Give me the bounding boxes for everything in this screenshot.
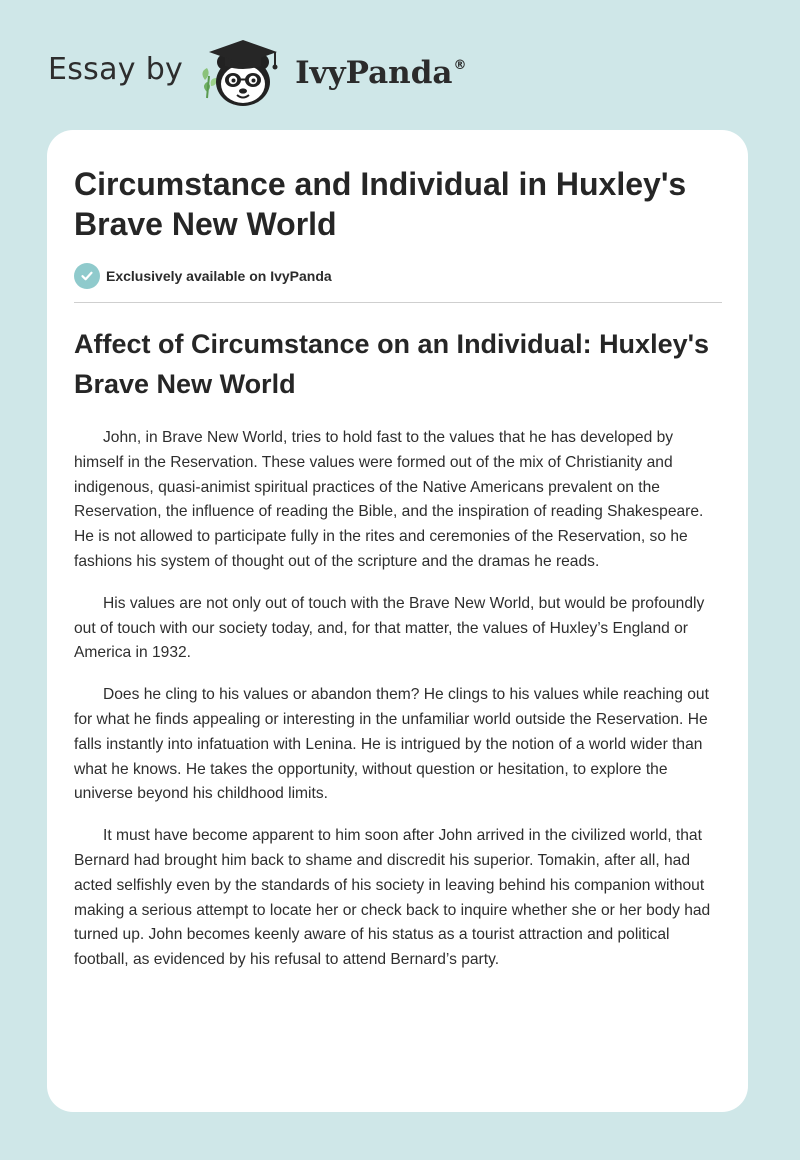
brand-header	[48, 36, 467, 108]
paragraph: It must have become apparent to him soon after John arrived in the civilized world, that Bernard had brought him back to shame and discredit his superior. Tomakin, after all, had acted selfishly even by the standards of his society in leaving behind his companion without making a serious attempt to locate her or check back to inquire whether she or her body had turned up. John becomes keenly aware of his status as a tourist attraction and political football, as evidenced by his refusal to attend Bernard’s party.	[74, 827, 711, 969]
paragraph: John, in Brave New World, tries to hold fast to the values that he has developed by himself in the Reservation. These values were formed out of the mix of Christianity and indigenous, quasi-animist spiritual practices of the Native Americans prevalent on the Reservation, the influence of reading the Bible, and the inspiration of reading Shakespeare. He is not allowed to participate fully in the rites and ceremonies of the Reservation, so he fashions his system of thought out of the scripture and the dramas he reads.	[74, 429, 704, 570]
paragraph: His values are not only out of touch with the Brave New World, but would be profoundly out of touch with our society today, and, for that matter, the values of Huxley’s England or America in 1932.	[74, 594, 705, 662]
paragraph: Does he cling to his values or abandon them? He clings to his values while reaching out for what he finds appealing or interesting in the unfamiliar world outside the Reservation. He falls instantly into infatuation with Lenina. He is intrigued by the notion of a world wider than what he knows. He takes the opportunity, without question or hesitation, to explore the universe beyond his childhood limits.	[74, 686, 709, 803]
section-heading: Affect of Circumstance on an Individual: Huxley's Brave New World	[74, 329, 710, 399]
check-circle-icon	[74, 263, 100, 289]
exclusive-badge	[74, 263, 332, 289]
divider	[74, 302, 722, 303]
essay-title: Circumstance and Individual in Huxley's Brave New World	[74, 166, 687, 242]
brand-name	[295, 55, 466, 91]
brand-name-text: IvyPanda	[295, 55, 453, 91]
badge-text: Exclusively available on IvyPanda	[106, 268, 332, 284]
brand-prefix: Essay by	[48, 51, 184, 87]
panda-logo-icon	[195, 36, 291, 108]
essay-body	[74, 426, 724, 990]
essay-card	[47, 130, 748, 1112]
registered-mark: ®	[453, 58, 467, 73]
